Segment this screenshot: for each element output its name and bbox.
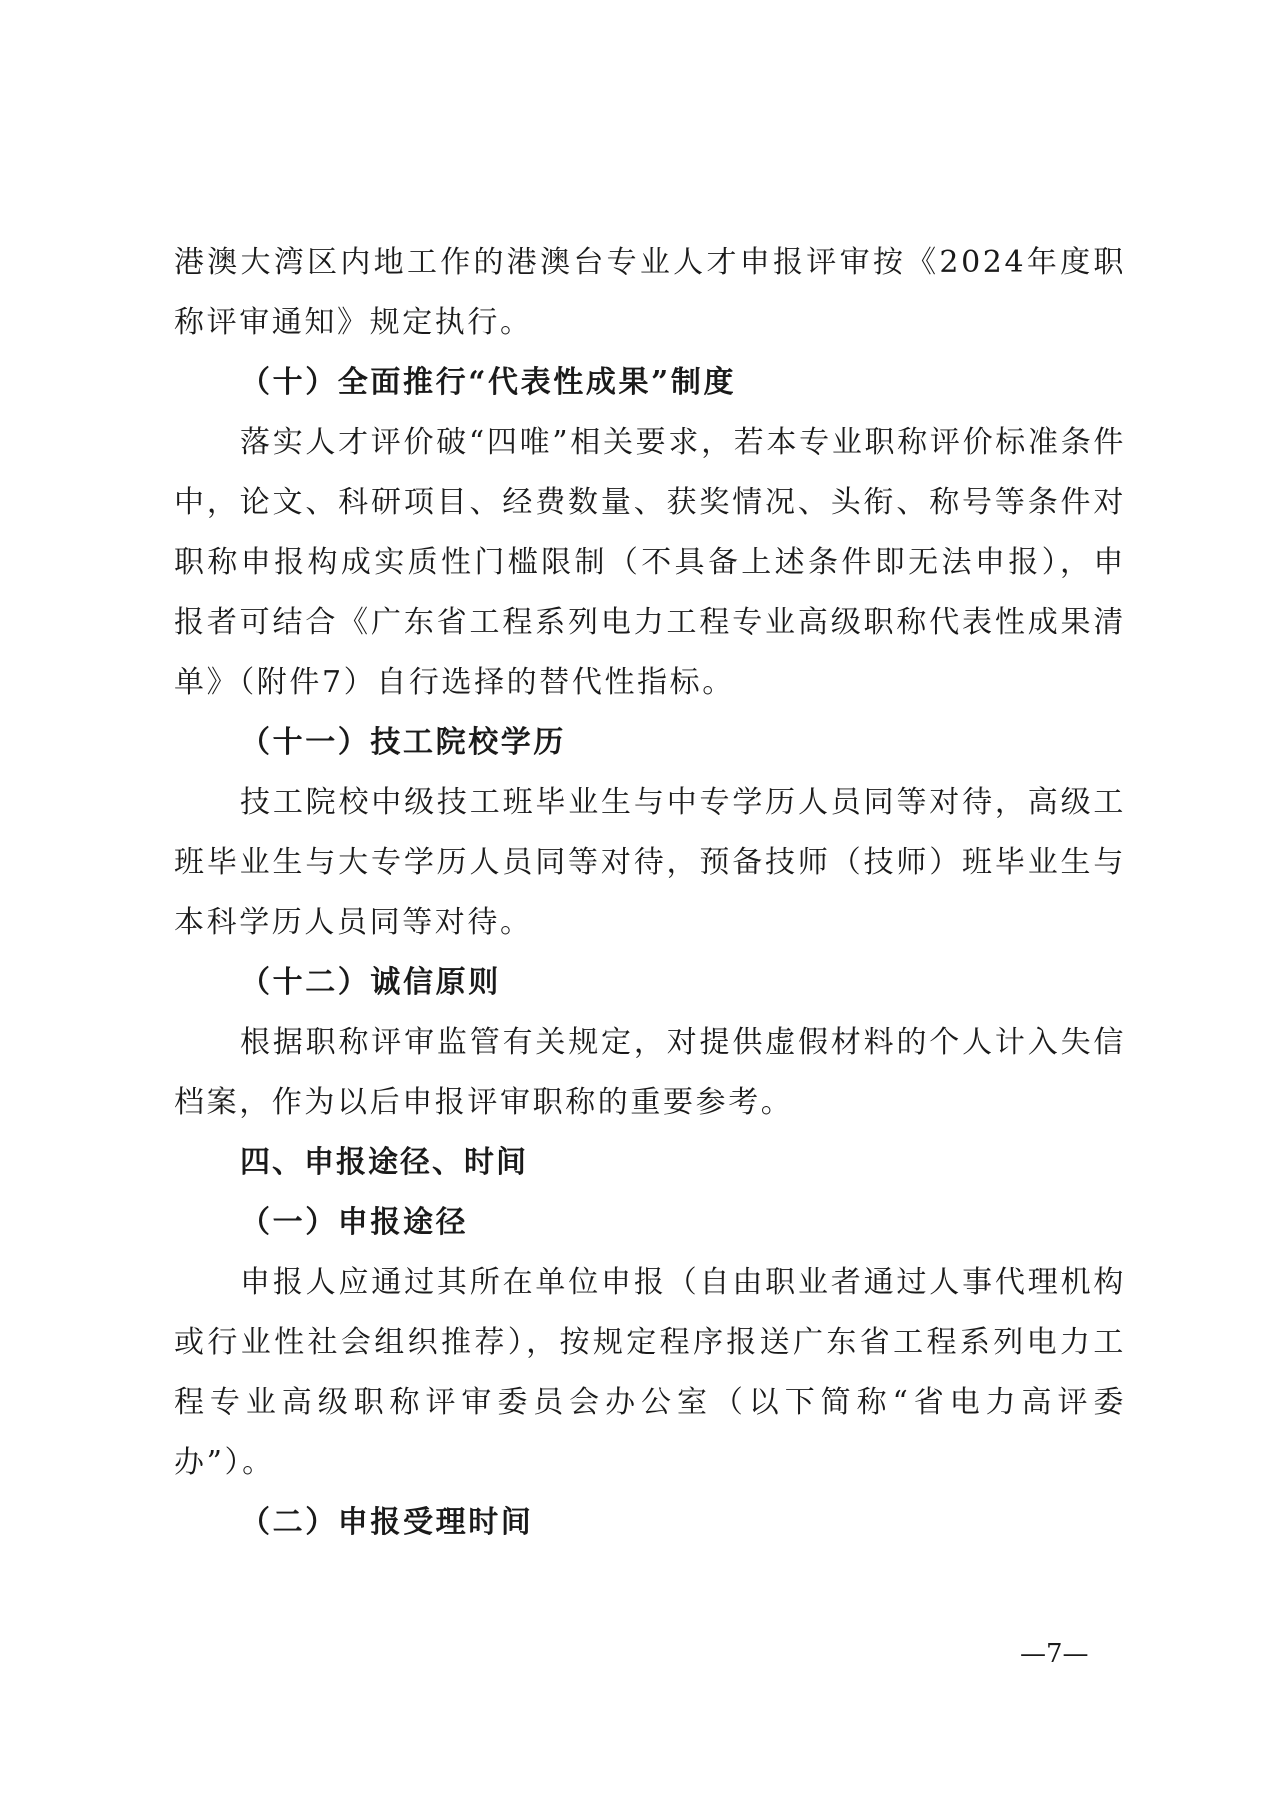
paragraph-continuation: 港澳大湾区内地工作的港澳台专业人才申报评审按《2024年度职称评审通知》规定执行。 <box>174 245 1126 340</box>
document-body <box>174 233 1126 1553</box>
paragraph-application-route: 申报人应通过其所在单位申报（自由职业者通过人事代理机构或行业性社会组织推荐），按规定程序报送广东省工程系列电力工程专业高级职称评审委员会办公室（以下简称“省电力高评委办”）。 <box>174 1265 1126 1480</box>
paragraph-representative-results: 落实人才评价破“四唯”相关要求，若本专业职称评价标准条件中，论文、科研项目、经费数量、获奖情况、头衔、称号等条件对职称申报构成实质性门槛限制（不具备上述条件即无法申报），申报者可结合《广东省工程系列电力工程专业高级职称代表性成果清单》（附件7）自行选择的替代性指标。 <box>174 425 1126 700</box>
heading-technical-school: （十一）技工院校学历 <box>240 725 566 760</box>
section-heading-application: 四、申报途径、时间 <box>240 1145 528 1180</box>
heading-representative-results: （十）全面推行“代表性成果”制度 <box>240 365 737 400</box>
heading-acceptance-time: （二）申报受理时间 <box>240 1505 534 1540</box>
paragraph-integrity: 根据职称评审监管有关规定，对提供虚假材料的个人计入失信档案，作为以后申报评审职称的重要参考。 <box>174 1025 1126 1120</box>
heading-application-route: （一）申报途径 <box>240 1205 469 1240</box>
paragraph-technical-school: 技工院校中级技工班毕业生与中专学历人员同等对待，高级工班毕业生与大专学历人员同等对待，预备技师（技师）班毕业生与本科学历人员同等对待。 <box>174 785 1126 940</box>
heading-integrity: （十二）诚信原则 <box>240 965 501 1000</box>
page-number: —7— <box>1020 1639 1089 1669</box>
